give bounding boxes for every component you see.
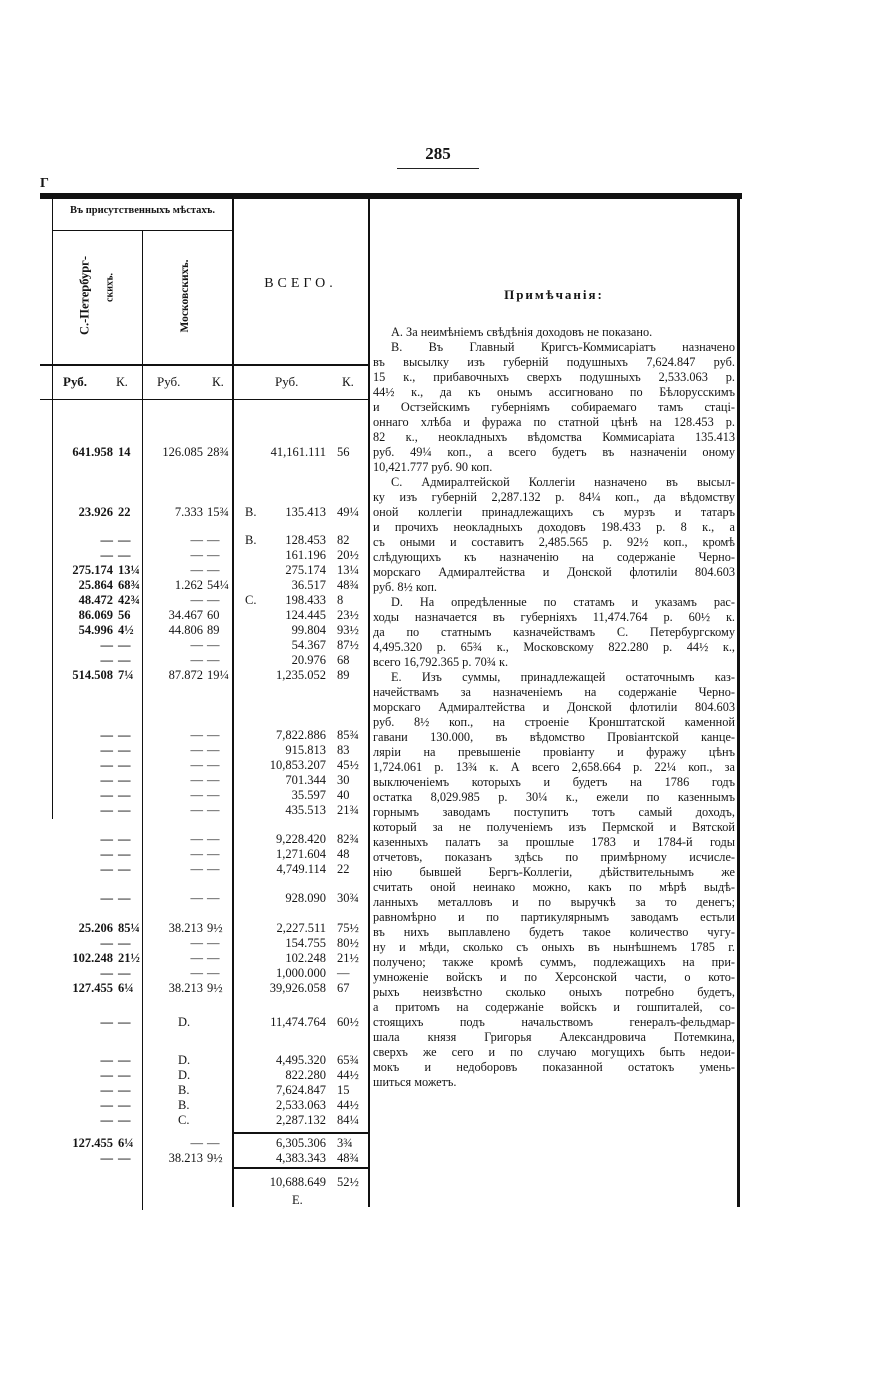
- total-rubles: 1,235.052: [276, 668, 326, 682]
- column-header-spb: С.-Петербург-: [77, 255, 92, 336]
- msk-rubles: —: [190, 936, 203, 950]
- msk-kopecks: —: [207, 966, 220, 980]
- note-line: равномѣрно и по партикулярнымъ заводамъ естьли: [373, 910, 735, 924]
- total-rubles: 1,271.604: [276, 847, 326, 861]
- msk-kopecks: 89: [207, 623, 220, 637]
- msk-rubles: —: [190, 533, 203, 547]
- msk-kopecks: 15¾: [207, 505, 229, 519]
- spb-rubles: —: [100, 936, 113, 950]
- msk-rubles: 87.872: [168, 668, 203, 682]
- table-right-rule: [737, 193, 740, 1207]
- msk-kopecks: —: [207, 773, 220, 787]
- total-rubles: 7,822.886: [276, 728, 326, 742]
- note-line: оннаго хлѣба и фуража по статной цѣнѣ на 128.453 р.: [373, 415, 735, 429]
- corner-mark: Г: [40, 176, 49, 191]
- note-line: ну и мѣди, сколько съ оныхъ въ нынѣшнемъ 1785 г.: [373, 940, 735, 954]
- msk-rubles: —: [190, 803, 203, 817]
- spb-kopecks: 7¼: [118, 668, 134, 682]
- spb-rubles: 25.206: [78, 921, 113, 935]
- total-kopecks: 82¾: [337, 832, 359, 846]
- msk-kopecks: —: [207, 548, 220, 562]
- msk-kopecks: —: [207, 758, 220, 772]
- msk-rubles: —: [190, 773, 203, 787]
- total-rubles: 11,474.764: [270, 1015, 326, 1029]
- note-line: ланныхъ металловъ и по выручкѣ за то денегъ;: [373, 895, 735, 909]
- note-line: В. Въ Главный Кригсъ-Коммисаріатъ назначено: [391, 340, 735, 354]
- msk-rubles: 38.213: [168, 921, 203, 935]
- spb-rubles: 25.864: [78, 578, 113, 592]
- msk-rubles: 126.085: [162, 445, 203, 459]
- spb-rubles: —: [100, 653, 113, 667]
- total-rubles: 161.196: [285, 548, 326, 562]
- note-line: нію бывшей Бергъ-Коллегіи, дѣйствительнымъ же: [373, 865, 735, 879]
- total-kopecks: 21¾: [337, 803, 359, 817]
- total-kopecks: 65¾: [337, 1053, 359, 1067]
- spb-rubles: 514.508: [72, 668, 113, 682]
- msk-rubles: —: [190, 847, 203, 861]
- group-header: Въ присутственныхъ мѣстахъ.: [69, 205, 216, 216]
- spb-rubles: 127.455: [72, 1136, 113, 1150]
- note-line: ходы назначается въ губерніяхъ 11,474.764 р. 60½ к.: [373, 610, 735, 624]
- note-line: а притомъ на содержаніе войскъ и гошпиталей, со-: [373, 1000, 735, 1014]
- msk-rubles: —: [190, 548, 203, 562]
- total-kopecks: 87½: [337, 638, 359, 652]
- spb-rubles: —: [100, 773, 113, 787]
- unit-rub-spb: Руб.: [63, 374, 88, 389]
- subtotal-rule-bottom: [233, 1167, 369, 1169]
- note-line: считать оной неинако можно, какъ по мѣрѣ выдѣ-: [373, 880, 735, 894]
- spb-kopecks: —: [118, 832, 131, 846]
- note-line: горнымъ заводамъ поступитъ тотъ самый доходъ,: [373, 805, 735, 819]
- msk-rubles: —: [190, 593, 203, 607]
- msk-rubles: —: [190, 563, 203, 577]
- msk-rubles: 34.467: [168, 608, 203, 622]
- msk-kopecks: —: [207, 803, 220, 817]
- total-kopecks: 23½: [337, 608, 359, 622]
- total-rubles: 54.367: [291, 638, 326, 652]
- msk-rubles: —: [190, 758, 203, 772]
- total-kopecks: 67: [337, 981, 350, 995]
- note-line: 15 к., прибавочныхъ сверхъ подушныхъ 2,533.063 р.: [373, 370, 735, 384]
- total-kopecks: 45½: [337, 758, 359, 772]
- spb-kopecks: 13¼: [118, 563, 140, 577]
- spb-kopecks: 22: [118, 505, 131, 519]
- spb-kopecks: —: [118, 548, 131, 562]
- note-line: всего 16,792.365 р. 70¾ к.: [373, 655, 509, 669]
- total-rubles: 2,287.132: [276, 1113, 326, 1127]
- total-kopecks: 82: [337, 533, 350, 547]
- total-kopecks: 93½: [337, 623, 359, 637]
- spb-rubles: 23.926: [78, 505, 113, 519]
- msk-rubles: 7.333: [174, 505, 203, 519]
- spb-rubles: —: [100, 1083, 113, 1097]
- note-line: 82 к., неокладныхъ вѣдомства Коммисаріата 135.413: [373, 430, 735, 444]
- note-line: получено; также кромѣ суммъ, подлежащихъ на при-: [373, 955, 735, 969]
- note-line: слѣдующихъ къ назначенію на содержаніе Черно-: [373, 550, 735, 564]
- msk-kopecks: —: [207, 593, 220, 607]
- spb-kopecks: —: [118, 847, 131, 861]
- spb-rubles: 54.996: [78, 623, 113, 637]
- spb-kopecks: —: [118, 862, 131, 876]
- msk-rubles: —: [190, 743, 203, 757]
- total-kopecks: 48¾: [337, 1151, 359, 1165]
- spb-kopecks: —: [118, 773, 131, 787]
- note-line: 10,421.777 руб. 90 коп.: [373, 460, 493, 474]
- total-rubles: 39,926.058: [269, 981, 326, 995]
- msk-kopecks: 9½: [207, 981, 223, 995]
- total-notes-divider: [368, 199, 370, 1207]
- note-line: съ оными и составитъ 2,485.565 р. 92½ коп., кромѣ: [373, 535, 735, 549]
- spb-rubles: —: [100, 847, 113, 861]
- msk-note-letter: B.: [178, 1098, 190, 1112]
- msk-note-letter: B.: [178, 1083, 190, 1097]
- notes-title: Примѣчанія:: [504, 287, 604, 302]
- total-rubles: 10,853.207: [269, 758, 326, 772]
- msk-kopecks: 60: [207, 608, 220, 622]
- spb-rubles: —: [100, 1151, 113, 1165]
- note-line: руб. 8½ коп., на строеніе Кронштатской каменной: [373, 715, 735, 729]
- spb-kopecks: —: [118, 728, 131, 742]
- total-kopecks: 80½: [337, 936, 359, 950]
- page-number-rule: [397, 168, 479, 169]
- total-kopecks: 49¼: [337, 505, 359, 519]
- total-kopecks: 3¾: [337, 1136, 353, 1150]
- note-line: и Остзейскимъ губерніямъ собираемаго тамъ стаці-: [373, 400, 735, 414]
- spb-rubles: —: [100, 638, 113, 652]
- note-line: шала князя Григорья Александровича Потемкина,: [373, 1030, 735, 1044]
- note-line: отчетовъ, показанъ здѣсь по примѣрному исчисле-: [373, 850, 735, 864]
- total-kopecks: 40: [337, 788, 350, 802]
- note-line: 1,724.061 р. 13¾ к. А всего 2,658.664 р. 22¼ коп., за: [373, 760, 735, 774]
- msk-kopecks: —: [207, 862, 220, 876]
- spb-kopecks: —: [118, 1113, 131, 1127]
- spb-kopecks: —: [118, 638, 131, 652]
- spb-rubles: —: [100, 728, 113, 742]
- total-kopecks: 44½: [337, 1098, 359, 1112]
- spb-kopecks: —: [118, 1083, 131, 1097]
- note-line: и прочихъ неокладныхъ доходовъ 198.433 р. 8 к., а: [373, 520, 735, 534]
- total-rubles: 915.813: [285, 743, 326, 757]
- msk-kopecks: 9½: [207, 921, 223, 935]
- spb-kopecks: —: [118, 743, 131, 757]
- total-kopecks: 84¼: [337, 1113, 359, 1127]
- unit-rub-total: Руб.: [275, 374, 299, 389]
- spb-rubles: —: [100, 1053, 113, 1067]
- total-rubles: 7,624.847: [276, 1083, 326, 1097]
- unit-kop-spb: К.: [116, 374, 128, 389]
- spb-rubles: 641.958: [72, 445, 113, 459]
- msk-rubles: —: [190, 891, 203, 905]
- total-kopecks: 48: [337, 847, 350, 861]
- spb-rubles: 102.248: [72, 951, 113, 965]
- total-rubles: 128.453: [285, 533, 326, 547]
- spb-rubles: —: [100, 1068, 113, 1082]
- note-line: шиться можетъ.: [373, 1075, 457, 1089]
- total-rubles: 435.513: [285, 803, 326, 817]
- spb-rubles: —: [100, 891, 113, 905]
- note-line: ку изъ губерній 2,287.132 р. 84¼ коп., да вѣдомству: [373, 490, 735, 504]
- spb-kopecks: —: [118, 936, 131, 950]
- msk-rubles: —: [190, 832, 203, 846]
- msk-rubles: —: [190, 728, 203, 742]
- msk-rubles: 38.213: [168, 1151, 203, 1165]
- total-rubles: 124.445: [285, 608, 326, 622]
- msk-note-letter: D.: [178, 1053, 191, 1067]
- total-rubles: 4,383.343: [276, 1151, 326, 1165]
- spb-kopecks: —: [118, 1015, 131, 1029]
- spb-rubles: —: [100, 1113, 113, 1127]
- msk-kopecks: —: [207, 936, 220, 950]
- spb-kopecks: —: [118, 966, 131, 980]
- total-rubles: 198.433: [285, 593, 326, 607]
- msk-kopecks: —: [207, 653, 220, 667]
- msk-kopecks: —: [207, 533, 220, 547]
- spb-kopecks: —: [118, 653, 131, 667]
- msk-rubles: —: [190, 1136, 203, 1150]
- page-number: 285: [425, 144, 451, 163]
- spb-rubles: —: [100, 788, 113, 802]
- msk-rubles: 1.262: [174, 578, 203, 592]
- note-line: въ нихъ выплавлено будетъ такое количество чугу-: [373, 925, 735, 939]
- total-rubles: 822.280: [285, 1068, 326, 1082]
- spb-kopecks: —: [118, 1151, 131, 1165]
- note-line: морскаго Адмиралтейства и Донской флотиліи 804.603: [373, 700, 735, 714]
- total-kopecks: 85¾: [337, 728, 359, 742]
- note-line: руб. 8½ коп.: [373, 580, 437, 594]
- total-kopecks: 21½: [337, 951, 359, 965]
- msk-kopecks: 19¼: [207, 668, 229, 682]
- total-kopecks: 48¾: [337, 578, 359, 592]
- total-kopecks: 68: [337, 653, 350, 667]
- note-line: остатка 8,029.985 р. 30¼ к., ежели по казеннымъ: [373, 790, 735, 804]
- note-line: рыхъ неизвѣстно сколько оныхъ потребно будетъ,: [373, 985, 735, 999]
- msk-rubles: —: [190, 788, 203, 802]
- subtotal-rule-top: [233, 1132, 369, 1134]
- total-kopecks: 15: [337, 1083, 350, 1097]
- total-kopecks: 30: [337, 773, 350, 787]
- total-kopecks: 22: [337, 862, 350, 876]
- total-kopecks: 13¼: [337, 563, 359, 577]
- spb-kopecks: 14: [118, 445, 131, 459]
- total-kopecks: 8: [337, 593, 344, 607]
- note-line: 4,495.320 р. 65¾ к., Московскому 822.280 р. 44½ к.,: [373, 640, 735, 654]
- spb-rubles: —: [100, 803, 113, 817]
- msk-kopecks: —: [207, 638, 220, 652]
- spb-kopecks: 6¼: [118, 1136, 134, 1150]
- msk-kopecks: —: [207, 788, 220, 802]
- note-line: оной коллегіи принадлежащихъ съ мурзъ и татаръ: [373, 505, 735, 519]
- total-kopecks: 20½: [337, 548, 359, 562]
- spb-rubles: —: [100, 758, 113, 772]
- total-rubles: 10,688.649: [269, 1175, 326, 1189]
- unit-rub-msk: Руб.: [157, 374, 181, 389]
- total-kopecks: 60½: [337, 1015, 359, 1029]
- spb-rubles: —: [100, 1098, 113, 1112]
- spb-rubles: 48.472: [78, 593, 113, 607]
- note-line: ляріи на превышеніе провіанту и фуражу цѣнъ: [373, 745, 735, 759]
- total-rubles: 2,227.511: [276, 921, 326, 935]
- spb-kopecks: 4½: [118, 623, 134, 637]
- total-rubles: 701.344: [285, 773, 326, 787]
- note-line: сверхъ же сего и по случаю могущихъ быть недои-: [373, 1045, 735, 1059]
- total-rubles: 275.174: [285, 563, 326, 577]
- total-note-letter: C.: [245, 593, 257, 607]
- total-kopecks: 83: [337, 743, 350, 757]
- msk-kopecks: 54¼: [207, 578, 229, 592]
- spb-rubles: —: [100, 832, 113, 846]
- msk-rubles: 44.806: [168, 623, 203, 637]
- msk-note-letter: D.: [178, 1015, 191, 1029]
- msk-kopecks: —: [207, 832, 220, 846]
- msk-rubles: —: [190, 862, 203, 876]
- spb-rubles: 86.069: [78, 608, 113, 622]
- msk-kopecks: —: [207, 951, 220, 965]
- spb-kopecks: —: [118, 803, 131, 817]
- total-rubles: 135.413: [285, 505, 326, 519]
- total-note-letter: E.: [292, 1193, 303, 1207]
- table-left-rule: [52, 199, 53, 819]
- total-kopecks: 56: [337, 445, 350, 459]
- unit-kop-total: К.: [342, 374, 354, 389]
- total-kopecks: 30¾: [337, 891, 359, 905]
- column-header-msk: Московскихъ.: [179, 259, 191, 333]
- spb-rubles: —: [100, 862, 113, 876]
- spb-kopecks: 6¼: [118, 981, 134, 995]
- msk-rubles: 38.213: [168, 981, 203, 995]
- note-line: А. За неимѣніемъ свѣдѣнія доходовъ не показано.: [391, 325, 653, 339]
- note-line: 44½ к., да къ онымъ ассигновано по Бѣлорусскимъ: [373, 385, 735, 399]
- total-rubles: 4,749.114: [276, 862, 326, 876]
- total-rubles: 35.597: [291, 788, 326, 802]
- msk-note-letter: D.: [178, 1068, 191, 1082]
- spb-kopecks: 68¾: [118, 578, 140, 592]
- spb-msk-divider: [142, 230, 143, 1210]
- note-line: стоящихъ подъ начальствомъ генералъ-фельдмар-: [373, 1015, 735, 1029]
- spb-kopecks: 85¼: [118, 921, 140, 935]
- total-rubles: 99.804: [291, 623, 326, 637]
- spb-kopecks: —: [118, 758, 131, 772]
- note-line: С. Адмиралтейской Коллегіи назначено въ высыл-: [391, 475, 735, 489]
- note-line: D. На опредѣленные по статамъ и указамъ рас-: [391, 595, 735, 609]
- total-rubles: 9,228.420: [276, 832, 326, 846]
- total-rubles: 2,533.063: [276, 1098, 326, 1112]
- spb-kopecks: —: [118, 1098, 131, 1112]
- msk-rubles: —: [190, 951, 203, 965]
- spb-kopecks: —: [118, 788, 131, 802]
- spb-rubles: 275.174: [72, 563, 113, 577]
- total-rubles: 20.976: [291, 653, 326, 667]
- note-line: въ высылку изъ губерній подушныхъ 7,624.847 руб.: [373, 355, 735, 369]
- note-line: Е. Изъ суммы, принадлежащей остаточнымъ каз-: [391, 670, 735, 684]
- spb-rubles: —: [100, 548, 113, 562]
- total-rubles: 6,305.306: [276, 1136, 326, 1150]
- note-line: умноженіе войскъ и по Херсонской части, о кото-: [373, 970, 735, 984]
- note-line: казенныхъ палатъ за прошлые 1783 и 1784-й годы: [373, 835, 735, 849]
- note-line: руб. 49¼ коп., а всего будетъ въ назначеніи оному: [373, 445, 735, 459]
- group-header-rule: [52, 230, 233, 231]
- unit-kop-msk: К.: [212, 374, 224, 389]
- spb-rubles: —: [100, 1015, 113, 1029]
- msk-kopecks: 28¾: [207, 445, 229, 459]
- total-rubles: 928.090: [285, 891, 326, 905]
- total-kopecks: 44½: [337, 1068, 359, 1082]
- total-rubles: 1,000.000: [276, 966, 326, 980]
- msk-kopecks: —: [207, 743, 220, 757]
- note-line: выключеніемъ которыхъ и будетъ на 1786 годъ: [373, 775, 735, 789]
- table-top-rule: [40, 193, 742, 199]
- header-rule: [40, 364, 369, 366]
- msk-kopecks: —: [207, 891, 220, 905]
- spb-rubles: —: [100, 743, 113, 757]
- msk-kopecks: 9½: [207, 1151, 223, 1165]
- total-rubles: 154.755: [285, 936, 326, 950]
- spb-rubles: —: [100, 966, 113, 980]
- msk-rubles: —: [190, 653, 203, 667]
- spb-kopecks: 21½: [118, 951, 140, 965]
- total-rubles: 41,161.111: [270, 445, 326, 459]
- spb-kopecks: —: [118, 533, 131, 547]
- spb-kopecks: —: [118, 1068, 131, 1082]
- spb-kopecks: 56: [118, 608, 131, 622]
- msk-note-letter: C.: [178, 1113, 190, 1127]
- total-note-letter: B.: [245, 505, 257, 519]
- total-kopecks: 75½: [337, 921, 359, 935]
- spb-kopecks: —: [118, 891, 131, 905]
- total-kopecks: —: [337, 966, 350, 980]
- total-note-letter: B.: [245, 533, 257, 547]
- note-line: гавани 130.000, въ вѣдомство Провіантской канце-: [373, 730, 735, 744]
- msk-kopecks: —: [207, 847, 220, 861]
- msk-rubles: —: [190, 966, 203, 980]
- spb-kopecks: 42¾: [118, 593, 140, 607]
- msk-kopecks: —: [207, 1136, 220, 1150]
- note-line: мокъ и недоборовъ показанной остатокъ умень-: [373, 1060, 735, 1074]
- total-rubles: 102.248: [285, 951, 326, 965]
- note-line: морскаго Адмиралтейства и Донской флотиліи 804.603: [373, 565, 735, 579]
- column-header-spb-suffix: скихъ.: [104, 273, 116, 302]
- total-rubles: 36.517: [291, 578, 326, 592]
- msk-kopecks: —: [207, 728, 220, 742]
- note-line: да по статнымъ казначействамъ С. Петербургскому: [373, 625, 735, 639]
- spb-kopecks: —: [118, 1053, 131, 1067]
- note-line: который за не полученіемъ изъ Пермской и Вятской: [373, 820, 735, 834]
- total-kopecks: 52½: [337, 1175, 359, 1189]
- column-header-total: ВСЕГО.: [264, 276, 337, 291]
- spb-rubles: —: [100, 533, 113, 547]
- msk-total-divider: [232, 199, 234, 1207]
- unit-rule: [40, 399, 369, 400]
- total-kopecks: 89: [337, 668, 350, 682]
- spb-rubles: 127.455: [72, 981, 113, 995]
- msk-rubles: —: [190, 638, 203, 652]
- total-rubles: 4,495.320: [276, 1053, 326, 1067]
- note-line: начействамъ за назначеніемъ на содержаніе Черно-: [373, 685, 735, 699]
- msk-kopecks: —: [207, 563, 220, 577]
